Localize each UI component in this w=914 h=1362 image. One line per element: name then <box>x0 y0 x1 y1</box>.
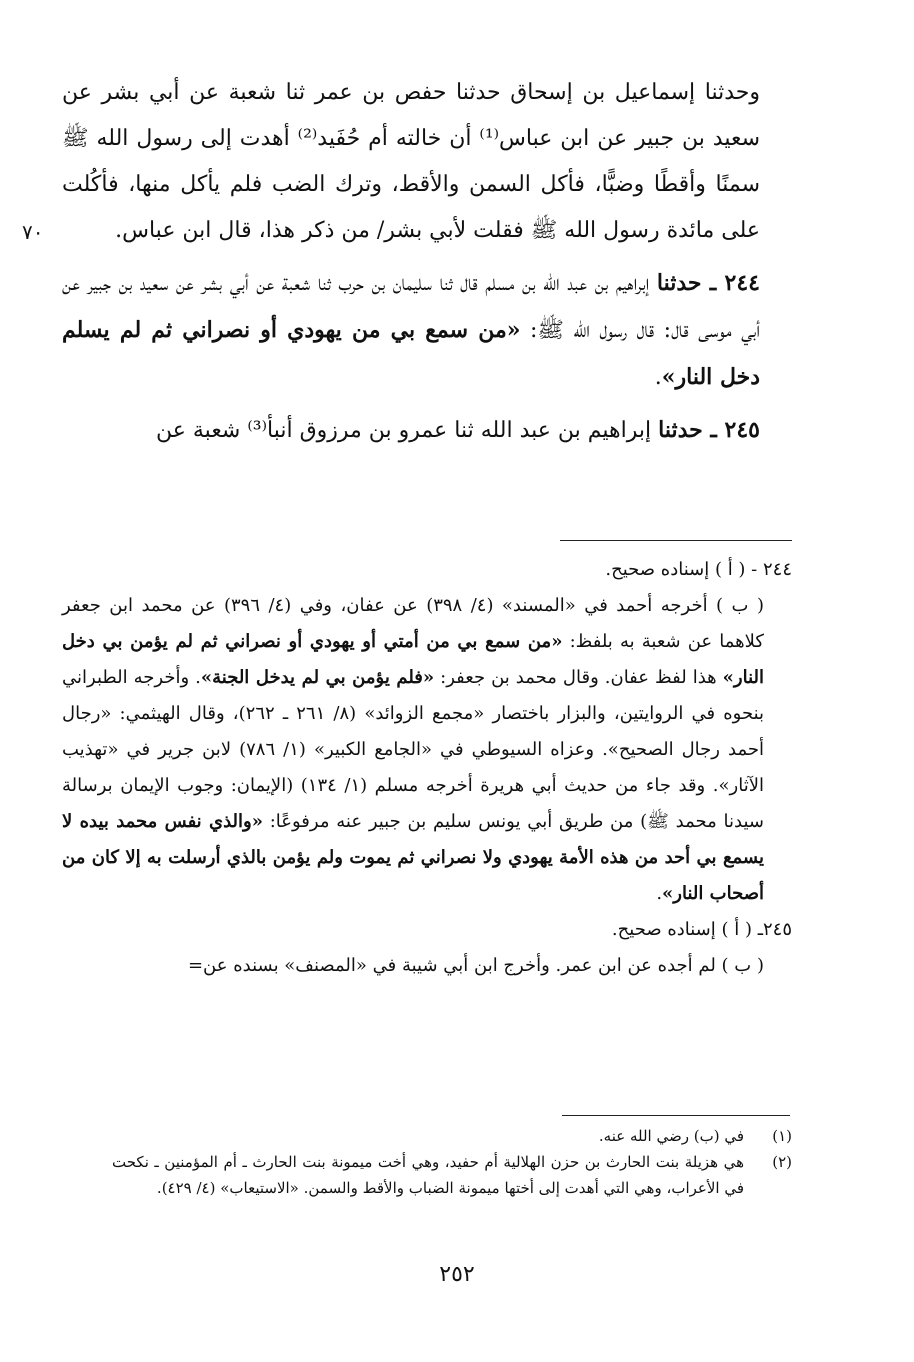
note-245-a: ٢٤٥ـ ( أ ) إسناده صحيح. <box>611 919 792 940</box>
footnote-mark: (٢) <box>772 1153 792 1171</box>
commentary-notes <box>62 552 792 984</box>
footnote-1 <box>112 1123 792 1149</box>
footnote-2 <box>112 1149 792 1201</box>
footnote-divider <box>562 1115 790 1116</box>
page-number: ٢٥٢ <box>439 1262 475 1287</box>
footnote-mark: (١) <box>772 1127 792 1145</box>
paragraph-narration: وحدثنا إسماعيل بن إسحاق حدثنا حفص بن عمر ثنا شعبة عن أبي بشر عن سعيد بن جبير عن ابن عباس⁽¹⁾ أن خالته أم حُفَيد⁽²⁾ أهدت إلى رسول الله ﷺ سمنًا وأقطًا وضبًّا، فأكل السمن والأقط، وترك الضب فلم يأكل منها، فأكُلت على مائدة رسول الله ﷺ فقلت لأبي بشر/ من ذكر هذا، قال ابن عباس. <box>62 80 761 243</box>
footnote-text: هي هزيلة بنت الحارث بن حزن الهلالية أم حفيد، وهي أخت ميمونة بنت الحارث ـ أم المؤمنين ـ نكحت في الأعراب، وهي التي أهدت إلى أختها ميمونة الضباب والأقط والسمن. «الاستيعاب» (٤/ ٤٢٩). <box>112 1153 744 1197</box>
hadith-number: ٢٤٥ ـ حدثنا <box>658 417 760 443</box>
hadith-quote: «من سمع بي من يهودي أو نصراني ثم لم يسلم دخل النار» <box>62 317 760 390</box>
note-244-a: ٢٤٤ - ( أ ) إسناده صحيح. <box>605 559 792 580</box>
hadith-244: ٢٤٤ ـ حدثنا إبراهيم بن عبد الله بن مسلم قال ثنا سليمان بن حرب ثنا شعبة عن أبي بشر عن سعيد بن جبير عن أبي موسى قال: قال رسول الله ﷺ: «من سمع بي من يهودي أو نصراني ثم لم يسلم دخل النار». <box>62 270 760 390</box>
note-245-b: ( ب ) لم أجده عن ابن عمر. وأخرج ابن أبي شيبة في «المصنف» بسنده عن= <box>187 955 764 976</box>
notes-divider <box>560 540 792 541</box>
hadith-number: ٢٤٤ ـ حدثنا <box>656 270 760 296</box>
hadith-245: ٢٤٥ ـ حدثنا إبراهيم بن عبد الله ثنا عمرو بن مرزوق أنبأ⁽³⁾ شعبة عن <box>156 417 760 443</box>
footnotes <box>112 1123 792 1201</box>
footnote-text: في (ب) رضي الله عنه. <box>598 1127 744 1145</box>
note-244-b: ( ب ) أخرجه أحمد في «المسند» (٤/ ٣٩٨) عن عفان، وفي (٤/ ٣٩٦) عن محمد ابن جعفر كلاهما عن شعبة به بلفظ: «من سمع بي من أمتي أو يهودي أو نصراني ثم لم يؤمن بي دخل النار» هذا لفظ عفان. وقال محمد بن جعفر: «فلم يؤمن بي لم يدخل الجنة». وأخرجه الطبراني بنحوه في الروايتين، والبزار باختصار «مجمع الزوائد» (٨/ ٢٦١ ـ ٢٦٢)، وقال الهيثمي: «رجال أحمد رجال الصحيح». وعزاه السيوطي في «الجامع الكبير» (١/ ٧٨٦) لابن جرير في «تهذيب الآثار». وقد جاء من حديث أبي هريرة أخرجه مسلم (١/ ١٣٤) (الإيمان: وجوب الإيمان برسالة سيدنا محمد ﷺ) من طريق أبي يونس سليم بن جبير عنه مرفوعًا: «والذي نفس محمد بيده لا يسمع بي أحد من هذه الأمة يهودي ولا نصراني ثم يموت ولم يؤمن بالذي أرسلت به إلا كان من أصحاب النار». <box>62 595 765 904</box>
margin-number: ٧٠ <box>22 220 44 244</box>
main-text <box>62 70 760 454</box>
